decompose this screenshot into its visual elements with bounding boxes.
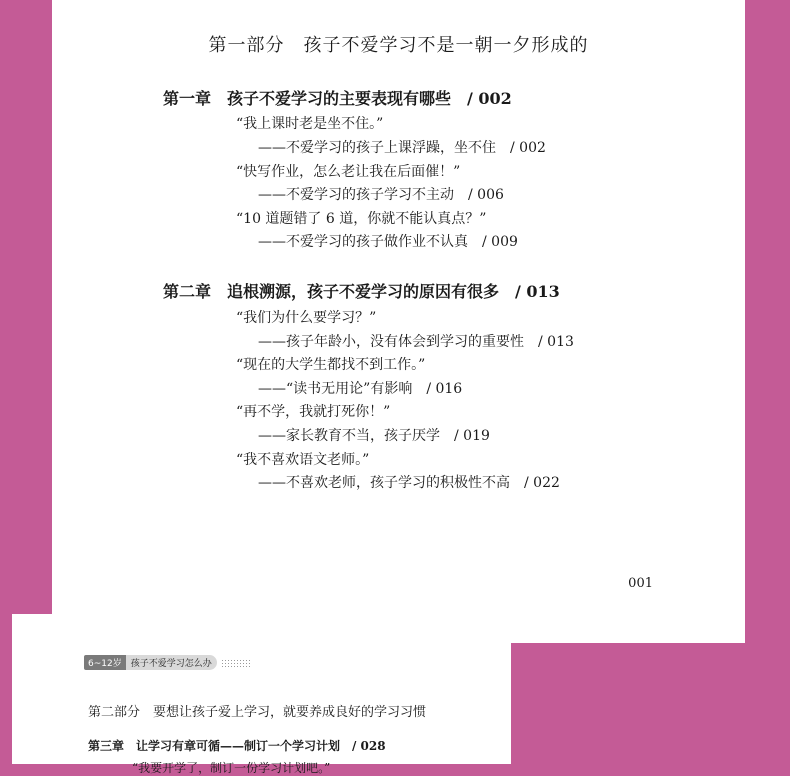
chapter-one-heading: 第一章 孩子不爱学习的主要表现有哪些 / 002: [163, 89, 512, 108]
header-dot-pattern: [221, 659, 251, 667]
toc-entry: ——家长教育不当，孩子厌学 / 019: [258, 428, 490, 444]
part-two-title: 第二部分 要想让孩子爱上学习，就要养成良好的学习习惯: [88, 705, 427, 720]
toc-entry: ——不爱学习的孩子做作业不认真 / 009: [258, 234, 518, 250]
toc-question: “10 道题错了 6 道，你就不能认真点？”: [236, 211, 487, 227]
toc-question: “我要开学了，制订一份学习计划吧。”: [132, 761, 331, 775]
toc-question: “我上课时老是坐不住。”: [236, 116, 384, 132]
toc-question: “再不学，我就打死你！”: [236, 404, 391, 420]
toc-question: “快写作业，怎么老让我在后面催！”: [236, 164, 461, 180]
part-one-title: 第一部分 孩子不爱学习不是一朝一夕形成的: [208, 35, 589, 56]
toc-question: “现在的大学生都找不到工作。”: [236, 357, 426, 373]
toc-entry: ——不爱学习的孩子上课浮躁，坐不住 / 002: [258, 140, 546, 156]
toc-entry: ——孩子年龄小，没有体会到学习的重要性 / 013: [258, 334, 574, 350]
toc-entry: ——不喜欢老师，孩子学习的积极性不高 / 022: [258, 475, 560, 491]
toc-entry: ——不爱学习的孩子学习不主动 / 006: [258, 187, 504, 203]
header-age-label: 6~12岁: [84, 655, 126, 670]
chapter-two-heading: 第二章 追根溯源，孩子不爱学习的原因有很多 / 013: [163, 282, 560, 301]
book-page-next: [12, 614, 511, 775]
toc-question: “我不喜欢语文老师。”: [236, 452, 370, 468]
book-page-left: [52, 0, 745, 643]
page-number: 001: [628, 576, 653, 591]
toc-question: “我们为什么要学习？”: [236, 310, 377, 326]
toc-entry: ——“读书无用论”有影响 / 016: [258, 381, 463, 397]
chapter-three-heading: 第三章 让学习有章可循——制订一个学习计划 / 028: [88, 739, 386, 753]
header-book-title: 孩子不爱学习怎么办: [126, 655, 217, 670]
running-header: [84, 655, 251, 670]
